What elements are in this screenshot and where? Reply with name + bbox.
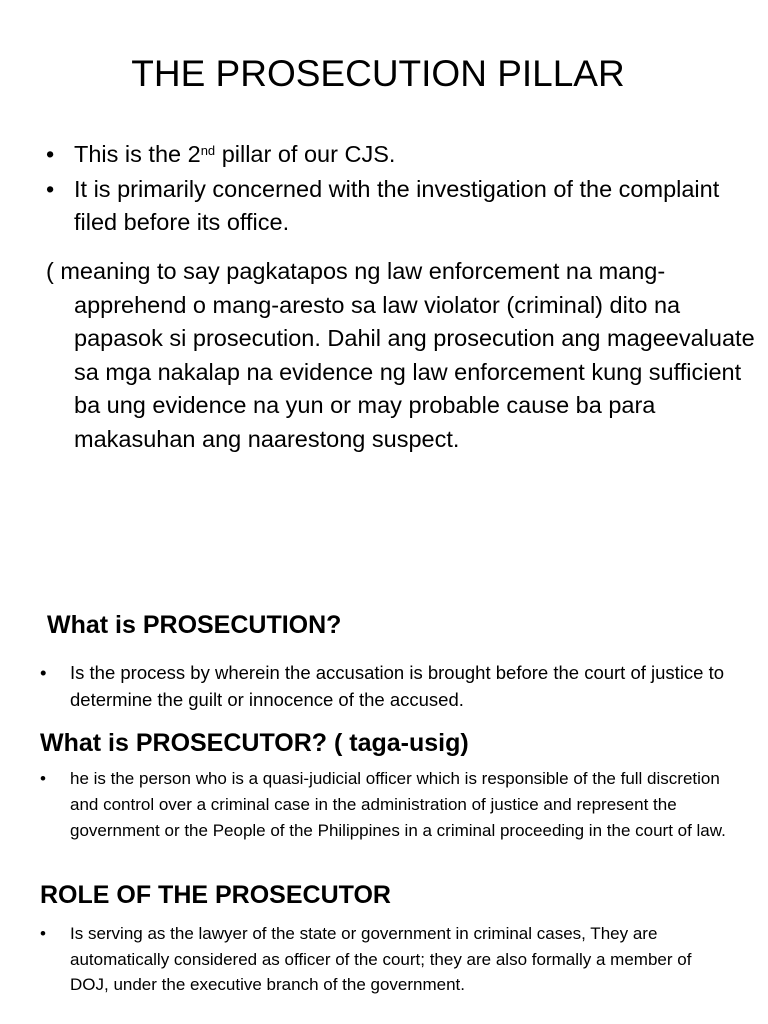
intro-bullet-pillar (46, 138, 746, 171)
parenthetical-explanation: ( meaning to say pagkatapos ng law enforcement na mang-apprehend o mang-aresto sa law violator (criminal) dito na papasok si prosecution. Dahil ang prosecution ang mageevaluate sa mga nakalap na evidence ng law enforcement kung sufficient ba ung evidence na yun or may probable cause ba para makasuhan ang naarestong suspect. (46, 258, 755, 452)
prosecutor-definition-list (40, 766, 730, 844)
role-definition-list (40, 921, 730, 998)
intro-text-pillar-end: pillar of our CJS. (215, 141, 396, 167)
ordinal-suffix: nd (200, 143, 216, 158)
bullet-icon: • (40, 662, 47, 683)
heading-role-of-prosecutor: ROLE OF THE PROSECUTOR (40, 881, 391, 909)
prosecution-definition-text: Is the process by wherein the accusation is brought before the court of justice to determine the guilt or innocence of the accused. (70, 662, 725, 710)
intro-text-concern: It is primarily concerned with the investigation of the complaint filed before its office. (74, 176, 720, 235)
intro-text-pillar-start: This is the 2 (74, 141, 201, 167)
prosecution-definition (40, 659, 730, 713)
bullet-icon: • (40, 769, 46, 788)
bullet-icon: • (46, 141, 55, 167)
role-definition (40, 921, 730, 998)
heading-what-is-prosecutor: What is PROSECUTOR? ( taga-usig) (40, 729, 469, 757)
prosecutor-definition (40, 766, 730, 844)
bullet-icon: • (40, 924, 46, 943)
prosecutor-definition-text: he is the person who is a quasi-judicial officer which is responsible of the full discretion and control over a criminal case in the administration of justice and represent the government or the People of the Philippines in a criminal proceeding in the court of law. (70, 769, 726, 840)
bullet-icon: • (46, 176, 55, 202)
role-definition-text: Is serving as the lawyer of the state or government in criminal cases, They are automatically considered as officer of the court; they are also formally a member of DOJ, under the executive branch of the government. (70, 924, 692, 994)
intro-bullet-list (46, 138, 746, 241)
intro-bullet-concern (46, 173, 746, 239)
page-title: THE PROSECUTION PILLAR (131, 53, 625, 94)
heading-what-is-prosecution: What is PROSECUTION? (47, 611, 342, 639)
prosecution-definition-list (40, 659, 730, 713)
